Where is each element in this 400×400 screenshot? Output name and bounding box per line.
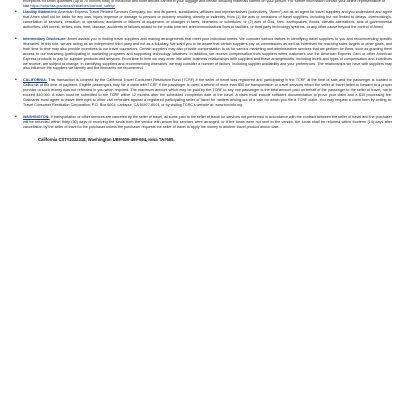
hazmat-notice-line2: further information contact your airline representative or visit bbox=[23, 0, 386, 8]
section-text: If transportation or other services are canceled by the seller of travel, all sums paid to the seller of travel for services not performed in accordance with the contract between the seller of travel and the purchaser will be refunded within thirty (30) days of receiving the funds from the vendor with whom the services were arranged, or if the funds were not sent to the vendor, the funds shall be returned within fourteen (14) days after cancellation by the seller of travel to the purchaser unless the purchaser requests the seller of travel to apply the money to another travel product and/or date. bbox=[23, 114, 392, 129]
bullet-icon: • bbox=[15, 77, 17, 84]
faa-hazmat-link[interactable]: https://www.faa.gov/about/initiatives/hazmat_safety/ bbox=[30, 3, 115, 8]
bullet-icon: • bbox=[15, 36, 17, 43]
section-heading: Liability Statement: bbox=[23, 10, 58, 15]
registration-numbers: California CST#1022318, Washington UBI#606-469-694, Iowa TA#665. bbox=[38, 136, 175, 142]
bullet-icon: • bbox=[15, 9, 17, 16]
hazmat-notice-continuation bbox=[10, 0, 392, 8]
section-text: Amex assists you in finding travel suppliers and making arrangements that meet your individual needs. We consider various factors in identifying travel suppliers to you and recommending specific itineraries. In this role, we are acting as an independent third party and not as a fiduciary. We want you to be aware that certain suppliers pay us commissions as well as incentives for reaching sales targets or other goals, and from time to time may also provide incentives to our travel counselors. Certain suppliers may also provide compensation to us for various marketing and administrative services that we perform for them, such as granting them access to our marketing (participating in marketing programs and supporting technology initiatives. In addition, we receive compensation from suppliers when customers use the American Express Card or other American Express products to pay for supplier products and services. From time to time we may enter into other business relationships with suppliers and these arrangements, including levels and types of compensation and incentives we receive, are subject to change. In identifying suppliers and recommending itineraries, we may consider a number of factors, including supplier availability and your preferences. The relationships we have with suppliers may also influence the suppliers we identify and the itineraries we recommend. bbox=[23, 37, 392, 71]
section-heading: Intermediary Disclosure: bbox=[23, 37, 67, 42]
intermediary-disclosure-section bbox=[10, 37, 392, 71]
section-text: This transaction is covered by the California Travel Consumer Restitution Fund (TCRF) if the seller of travel was registered and participating in the TCRF at the time of sale and the passenger is located in California at the time of payment. Eligible passengers may file a claim with TCRF if the passenger is owed a refund of more than $50 for transportation or travel services which the seller of travel failed to forward to a proper provider or such money was not refunded to you when required. The maximum amount which may be paid by the TCRF to any one passenger is the total amount paid on behalf of the passenger to the seller of travel, not to exceed $10,000. A claim must be submitted to the TCRF within 12 months after the scheduled completion date of the travel. A claim must include sufficient documentation to prove your claim and a $35 processing fee. Claimants must agree to waive their right to other civil remedies against a registered participating seller of travel for matters arising out of a sale for which you file a TCRF claim. You may request a claim form by writing to: Travel Consumer Restitution Corporation; P.O. Box 6001; Larkspur, CA 94977-6001, or by visiting TCRC's website at: www.tcrcinfo.org. bbox=[23, 78, 392, 107]
liability-statement-section bbox=[10, 10, 392, 30]
hazmat-notice-line1: exceptions for small quantities (up to 70 ounces total) of medicinal and toilet articles carried in your luggage and certain smoking materials carried on your person. For bbox=[23, 0, 294, 3]
terms-list bbox=[10, 10, 392, 129]
bullet-icon: • bbox=[15, 113, 17, 120]
california-section bbox=[10, 78, 392, 107]
section-heading: CALIFORNIA: bbox=[23, 78, 47, 83]
section-heading: WASHINGTON: bbox=[23, 114, 50, 119]
section-text: American Express Travel Related Services Company, Inc. and its parent, subsidiaries, affiliates and representatives (collectively, "Amex") act as an agent for travel suppliers and you understand and agree that Amex shall not be liable for any loss, injury, expense or damage to persons or property resulting, directly or indirectly, from (1) the acts or omissions of travel suppliers, including but not limited to delays, overbooking's, cancellation of services, cessation of operations, accidents or failures of equipment, or changes in fares, itineraries or schedules; or (2) acts of God, fires, earthquakes, floods, climatic aberrations, acts of governmental authorities, civil unrest, strikes, riots, theft, disease, accidents or failures related to the public Internet, telecommunications lines or facilities, or third party technology systems, or any other cause beyond the control of Amex. bbox=[23, 10, 393, 30]
washington-section bbox=[10, 115, 392, 130]
